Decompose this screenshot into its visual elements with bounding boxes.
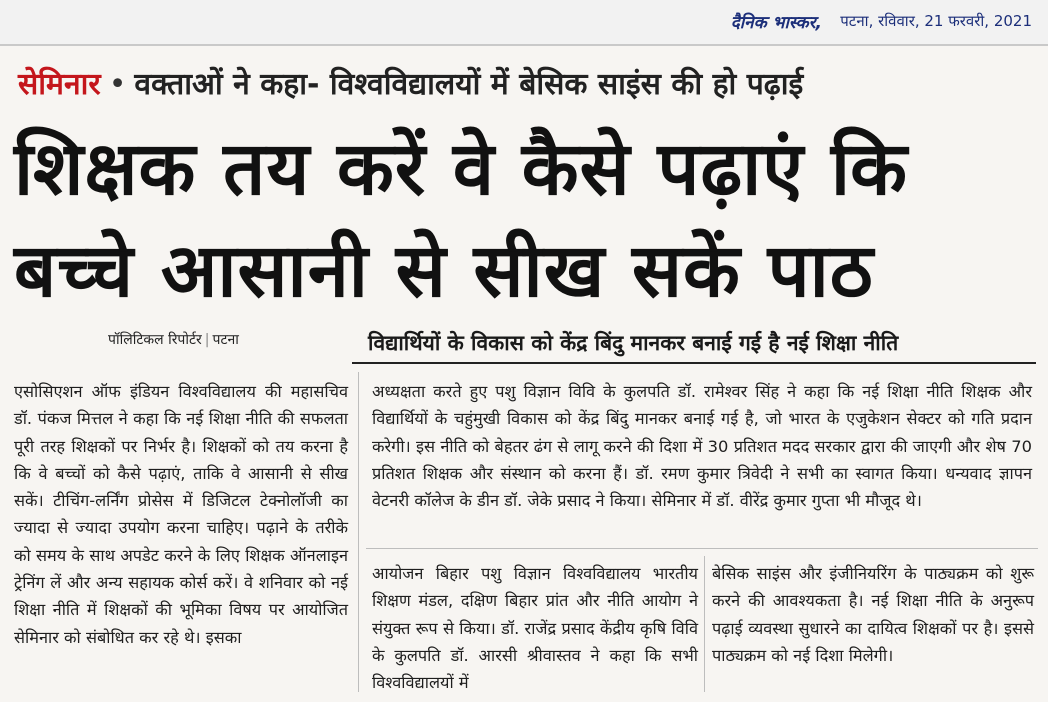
byline-reporter: पॉलिटिकल रिपोर्टर: [108, 332, 202, 348]
article-column-4: बेसिक साइंस और इंजीनियरिंग के पाठ्यक्रम को शुरू करने की आवश्यकता है। नई शिक्षा नीति के अनुरूप पढ़ाई व्यवस्था सुधारने का दायित्व शिक्षकों पर है। इससे पाठ्यक्रम को नई दिशा मिलेगी।: [712, 564, 1034, 665]
headline: [14, 118, 1044, 322]
headline-line-1: शिक्षक तय करें वे कैसे पढ़ाएं कि: [14, 126, 908, 212]
dateline: पटना, रविवार, 21 फरवरी, 2021: [840, 12, 1032, 30]
column-divider: [704, 556, 705, 692]
byline: [108, 330, 239, 349]
kicker-label: सेमिनार: [18, 67, 101, 102]
section-divider: [366, 548, 1038, 549]
kicker-line: [18, 62, 803, 103]
byline-separator: |: [204, 332, 210, 348]
subheadline: विद्यार्थियों के विकास को केंद्र बिंदु मानकर बनाई गई है नई शिक्षा नीति: [368, 331, 899, 355]
article-column-2: अध्यक्षता करते हुए पशु विज्ञान विवि के कुलपति डॉ. रामेश्वर सिंह ने कहा कि नई शिक्षा नीति शिक्षक और विद्यार्थियों के चहुंमुखी विकास को केंद्र बिंदु मानकर बनाई गई है, जो भारत के एजुकेशन सेक्टर को गति प्रदान करेगी। इस नीति को बेहतर ढंग से लागू करने की दिशा में 30 प्रतिशत मदद सरकार द्वारा की जाएगी और शेष 70 प्रतिशत शिक्षक और संस्थान को करना हैं। डॉ. रमण कुमार त्रिवेदी ने सभी का स्वागत किया। धन्यवाद ज्ञापन वेटनरी कॉलेज के डीन डॉ. जेके प्रसाद ने किया। सेमिनार में डॉ. वीरेंद्र कुमार गुप्ता भी मौजूद थे।: [372, 382, 1032, 511]
headline-line-2: बच्चे आसानी से सीख सकें पाठ: [14, 228, 874, 314]
kicker-bullet: •: [108, 67, 127, 102]
article-column-1: एसोसिएशन ऑफ इंडियन विश्वविद्यालय की महासचिव डॉ. पंकज मित्तल ने कहा कि नई शिक्षा नीति की सफलता पूरी तरह शिक्षकों पर निर्भर है। शिक्षकों को तय करना है कि वे बच्चों को कैसे पढ़ाएं, ताकि वे आसानी से सीख सकें। टीचिंग-लर्निंग प्रोसेस में डिजिटल टेक्नोलॉजी का ज्यादा से ज्यादा उपयोग करना चाहिए। पढ़ाने के तरीके को समय के साथ अपडेट करने के लिए शिक्षक ऑनलाइन ट्रेनिंग लें और अन्य सहायक कोर्स करें। वे शनिवार को नई शिक्षा नीति में शिक्षकों की भूमिका विषय पर आयोजित सेमिनार को संबोधित कर रहे थे। इसका: [14, 382, 348, 647]
column-divider: [358, 372, 359, 692]
newspaper-header-bar: [0, 0, 1048, 46]
article-column-3: आयोजन बिहार पशु विज्ञान विश्वविद्यालय भारतीय शिक्षण मंडल, दक्षिण बिहार प्रांत और नीति आयोग ने संयुक्त रूप से किया। डॉ. राजेंद्र प्रसाद केंद्रीय कृषि विवि के कुलपति डॉ. आरसी श्रीवास्तव ने कहा कि सभी विश्वविद्यालयों में: [372, 564, 698, 693]
byline-city: पटना: [212, 332, 239, 348]
subheadline-box: [352, 322, 1036, 364]
masthead: दैनिक भास्कर,: [730, 13, 822, 33]
kicker-text: वक्ताओं ने कहा- विश्वविद्यालयों में बेसिक साइंस की हो पढ़ाई: [134, 67, 804, 102]
